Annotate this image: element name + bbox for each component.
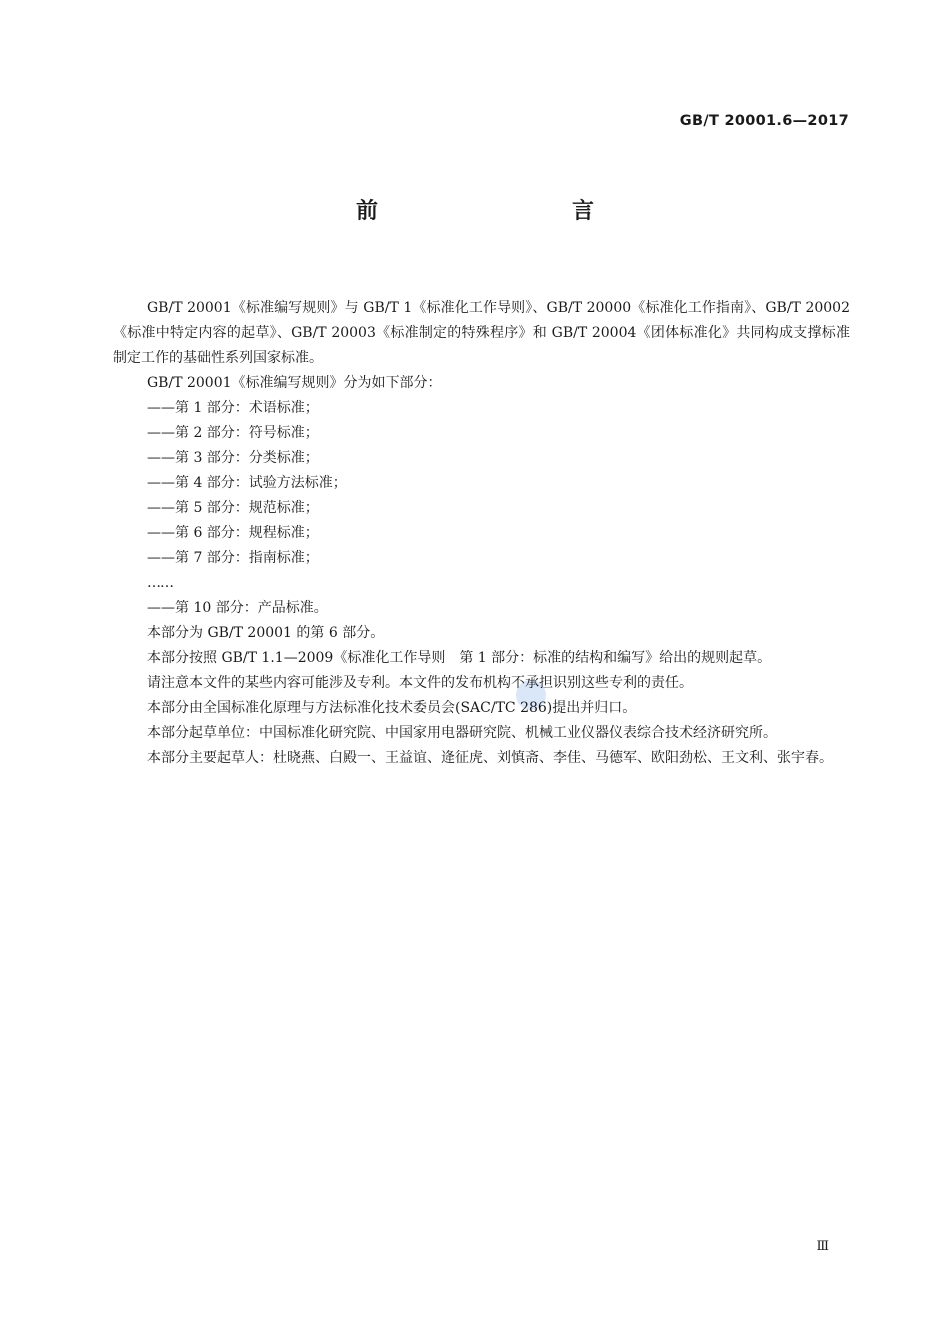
intro-paragraph-2: GB/T 20001《标准编写规则》分为如下部分：: [147, 375, 442, 391]
paragraph-drafting-rules: 本部分按照 GB/T 1.1—2009《标准化工作导则 第 1 部分：标准的结构和编写》给出的规则起草。: [147, 650, 772, 666]
part-list-item: ——第 1 部分：术语标准；: [147, 400, 319, 416]
part-list-item: ——第 5 部分：规范标准；: [147, 500, 319, 516]
part-list-item: ——第 7 部分：指南标准；: [147, 550, 319, 566]
paragraph-drafters: 本部分主要起草人：杜晓燕、白殿一、王益谊、逄征虎、刘慎斋、李佳、马德军、欧阳劲松、王文利、张宇春。: [147, 750, 833, 766]
part-list-item: ——第 6 部分：规程标准；: [147, 525, 319, 541]
page-title: 前 言: [355, 199, 644, 224]
list-ellipsis: ……: [147, 575, 173, 591]
part-list-item: ——第 2 部分：符号标准；: [147, 425, 319, 441]
intro-paragraph-1: GB/T 20001《标准编写规则》与 GB/T 1《标准化工作导则》、GB/T 20000《标准化工作指南》、GB/T 20002《标准中特定内容的起草》、GB/T 20003《标准制定的特殊程序》和 GB/T 20004《团体标准化》共同构成支撑标准制定工作的基础性系列国家标准。: [113, 300, 850, 366]
foreword-body: [113, 296, 850, 771]
paragraph-proposer: 本部分由全国标准化原理与方法标准化技术委员会(SAC/TC 286)提出并归口。: [147, 700, 637, 716]
page-number: Ⅲ: [816, 1239, 829, 1254]
paragraph-drafting-units: 本部分起草单位：中国标准化研究院、中国家用电器研究院、机械工业仪器仪表综合技术经济研究所。: [147, 725, 777, 741]
paragraph-patent-notice: 请注意本文件的某些内容可能涉及专利。本文件的发布机构不承担识别这些专利的责任。: [147, 675, 693, 691]
part-list-item: ——第 4 部分：试验方法标准；: [147, 475, 347, 491]
part-list-item: ——第 3 部分：分类标准；: [147, 450, 319, 466]
paragraph-part-number: 本部分为 GB/T 20001 的第 6 部分。: [147, 625, 385, 641]
standard-code: GB/T 20001.6—2017: [679, 113, 849, 129]
part-list-item-last: ——第 10 部分：产品标准。: [147, 600, 328, 616]
